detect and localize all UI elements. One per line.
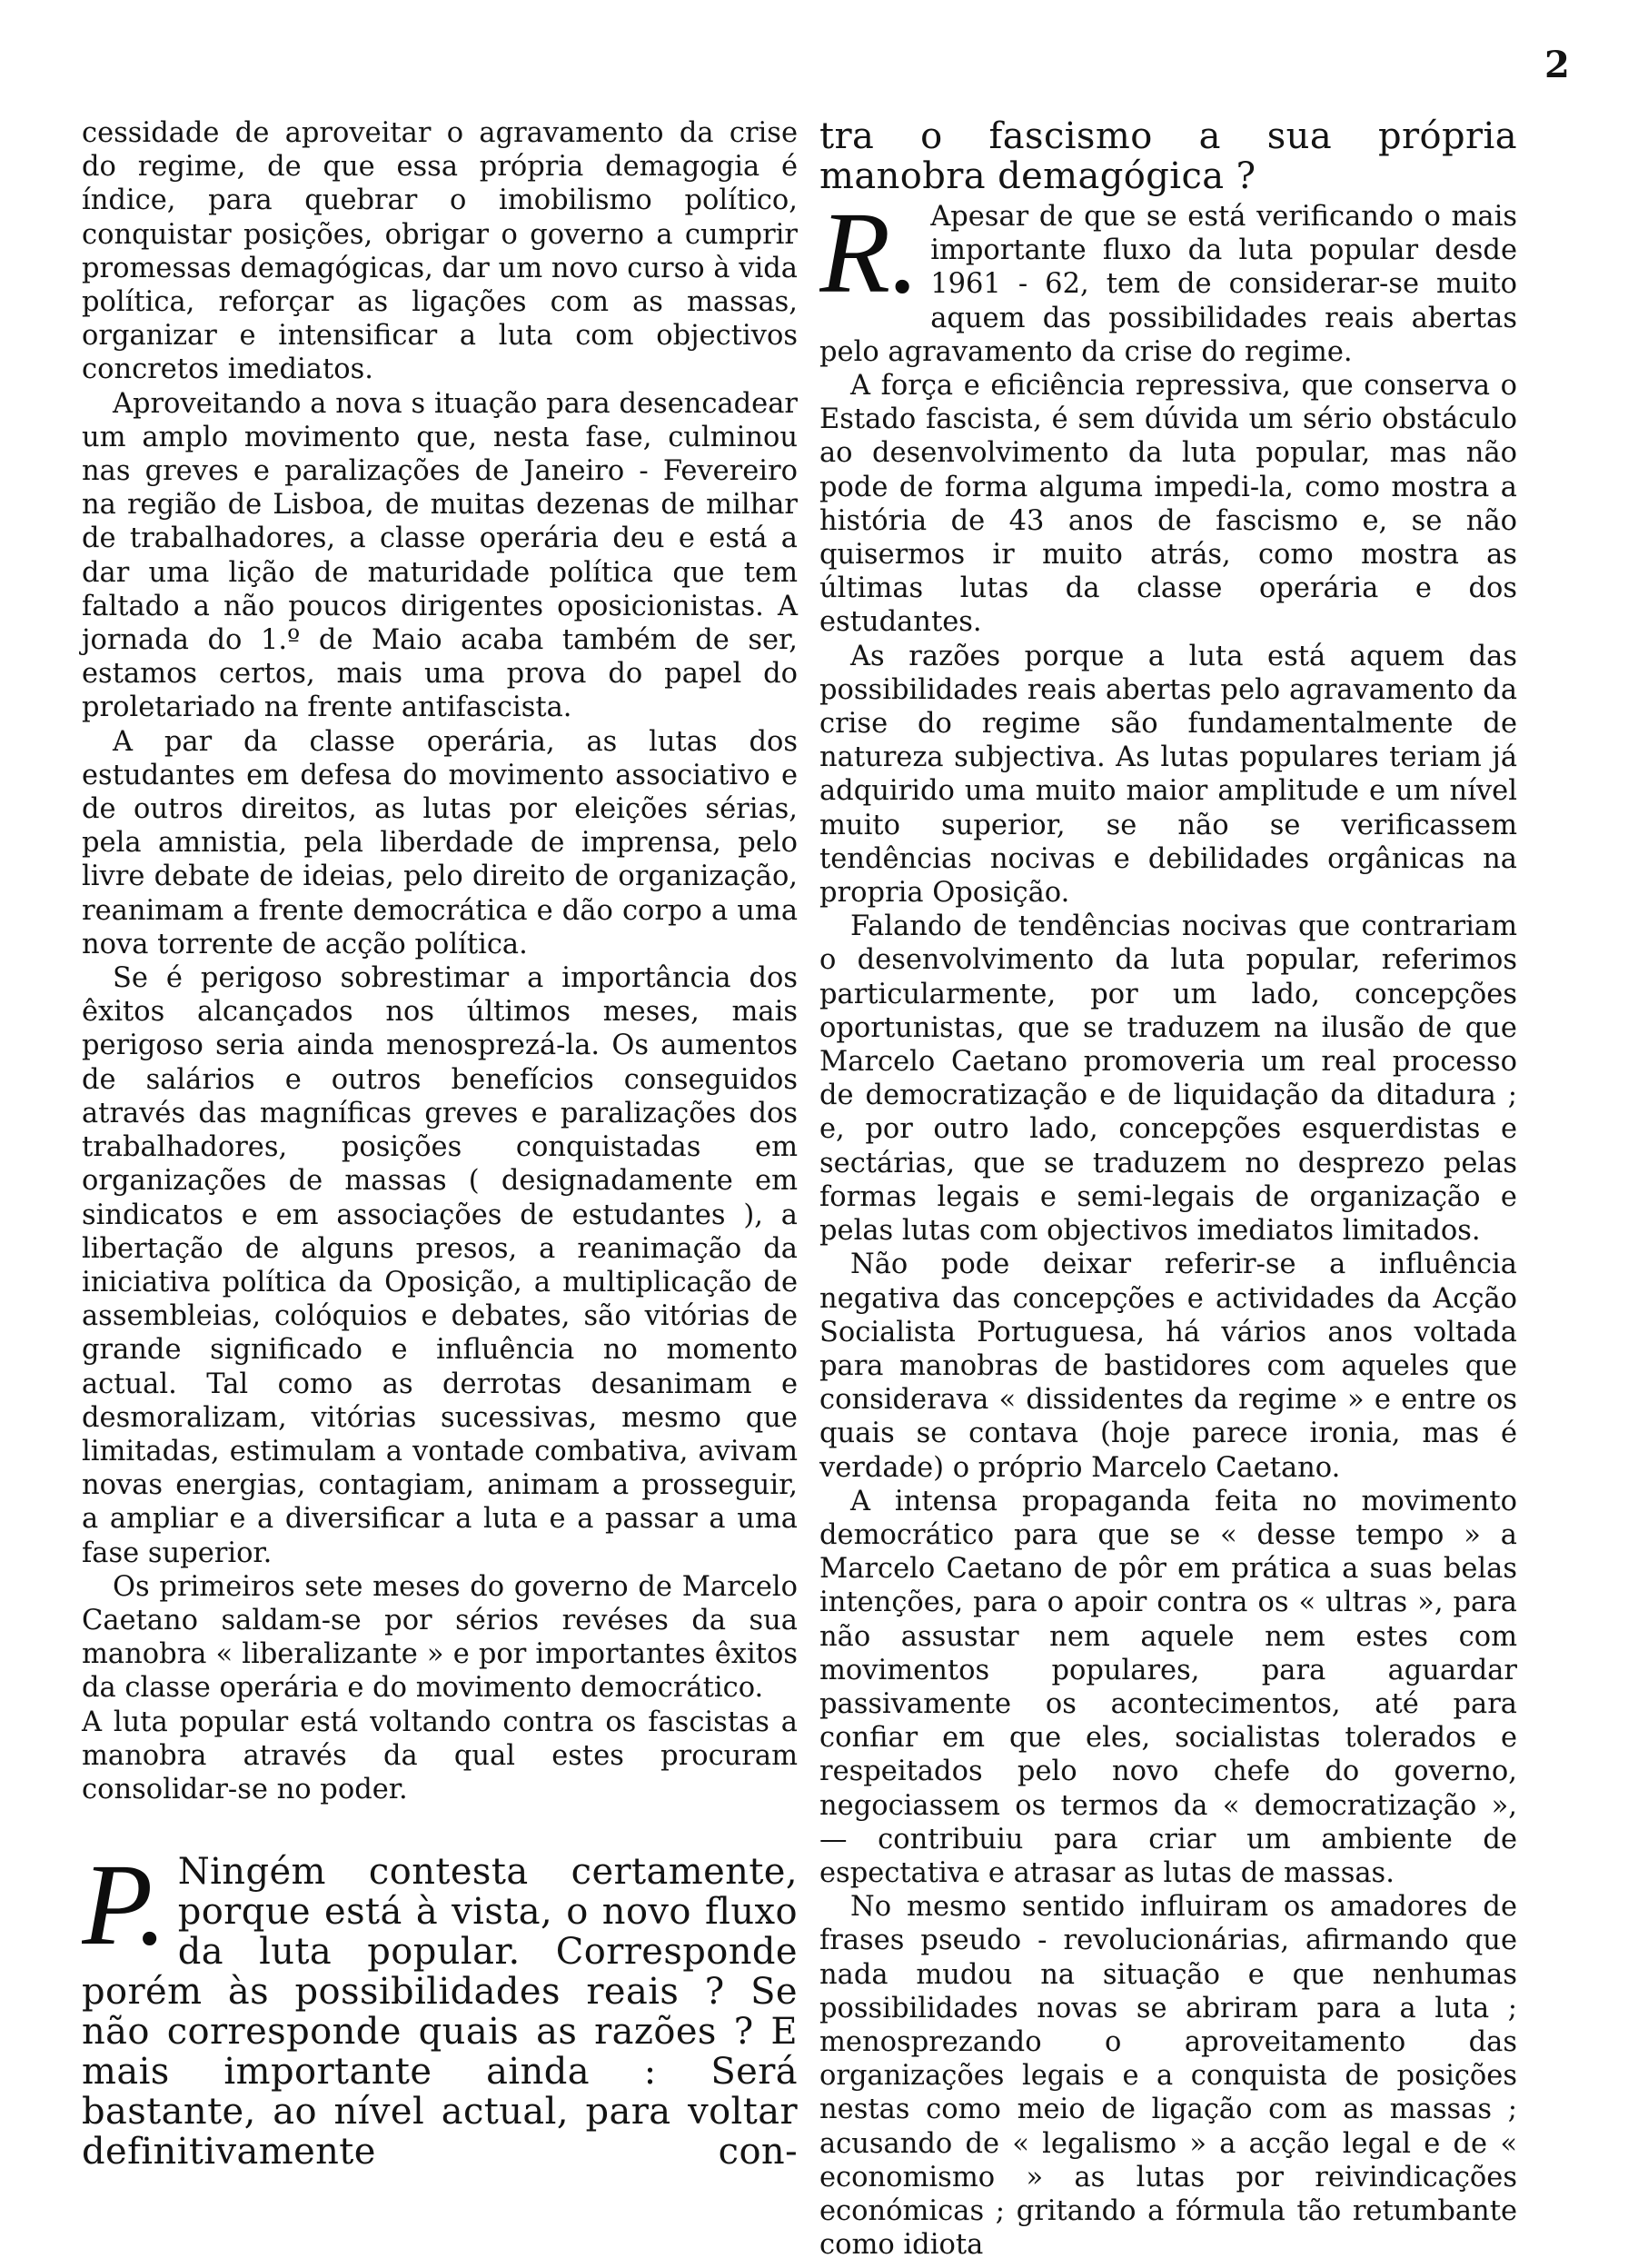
answer-paragraph: Apesar de que se está verificando o mais importante fluxo da luta popular desde 1961 - 62, tem de considerar-se muito aquem das possibilidades reais abertas pelo agravamento da crise do regime.: [819, 201, 1517, 368]
question-text: Ningém contesta certamente, porque está à vista, o novo fluxo da luta popular. Corresponde porém às possibilidades reais ? Se não corresponde quais as razões ? E mais importante ainda : Será bastante, ao nível actual, para voltar definitivamente con-: [82, 1852, 798, 2173]
answer-paragraph: Não pode deixar referir-se a influência negativa das concepções e actividades da Acção Socialista Portuguesa, há vários anos voltada para manobras de bastidores com aqueles que considerava « dissidentes da regime » e entre os quais se contava (hoje parece ironia, mas é verdade) o próprio Marcelo Caetano.: [819, 1248, 1517, 1484]
answer-paragraph: A intensa propaganda feita no movimento democrático para que se « desse tempo » a Marcelo Caetano de pôr em prática a suas belas intenções, para o apoir contra os « ultras », para não assustar nem aquele nem estes com movimentos populares, para aguardar passivamente os acontecimentos, até para confiar em que eles, socialistas tolerados e respeitados pelo novo chefe do governo, negociassem os termos da « democratização », — contribuiu para criar um ambiente de espectativa e atrasar as lutas de massas.: [819, 1485, 1517, 1889]
paragraph: A luta popular está voltando contra os fascistas a manobra através da qual estes procuram consolidar-se no poder.: [82, 1706, 798, 1805]
left-column: [82, 116, 798, 2172]
answer-paragraph: Falando de tendências nocivas que contrariam o desenvolvimento da luta popular, referimos particularmente, por um lado, concepções oportunistas, que se traduzem na ilusão de que Marcelo Caetano promoveria um real processo de democratização e de liquidação da ditadura ; e, por outro lado, concepções esquerdistas e sectárias, que se traduzem no desprezo pelas formas legais e semi-legais de organização e pelas lutas com objectivos imediatos limitados.: [819, 910, 1517, 1248]
answer-dropcap: R.: [819, 200, 920, 317]
answer-paragraph: A força e eficiência repressiva, que conserva o Estado fascista, é sem dúvida um sério obstáculo ao desenvolvimento da luta popular, mas não pode de forma alguma impedi-la, como mostra a história de 43 anos de fascismo e, se não quisermos ir muito atrás, como mostra as últimas lutas da classe operária e dos estudantes.: [819, 370, 1517, 639]
page-number: 2: [1544, 44, 1570, 86]
paragraph: Se é perigoso sobrestimar a importância dos êxitos alcançados nos últimos meses, mais perigoso seria ainda menosprezá-la. Os aumentos de salários e outros benefícios conseguidos através das magníficas greves e paralizações dos trabalhadores, posições conquistadas em organizações de massas ( designadamente em sindicatos e em associações de estudantes ), a libertação de alguns presos, a reanimação da iniciativa política da Oposição, a multiplicação de assembleias, colóquios e debates, são vitórias de grande significado e influência no momento actual. Tal como as derrotas desanimam e desmoralizam, vitórias sucessivas, mesmo que limitadas, estimulam a vontade combativa, avivam novas energias, contagiam, animam a prosseguir, a ampliar e a diversificar a luta e a passar a uma fase superior.: [82, 962, 798, 1569]
paragraph: A par da classe operária, as lutas dos estudantes em defesa do movimento associativo e de outros direitos, as lutas por eleições sérias, pela amnistia, pela liberdade de imprensa, pelo livre debate de ideias, pelo direito de organização, reanimam a frente democrática e dão corpo a uma nova torrente de acção política.: [82, 725, 798, 960]
paragraph: Aproveitando a nova s ituação para desencadear um amplo movimento que, nesta fase, culminou nas greves e paralizações de Janeiro - Fevereiro na região de Lisboa, de muitas dezenas de milhar de trabalhadores, a classe operária deu e está a dar uma lição de maturidade política que tem faltado a não poucos dirigentes oposicionistas. A jornada do 1.º de Maio acaba também de ser, estamos certos, mais uma prova do papel do proletariado na frente antifascista.: [82, 387, 798, 724]
question-continuation: tra o fascismo a sua própria manobra demagógica ?: [819, 115, 1517, 197]
question-dropcap: P.: [82, 1852, 167, 1970]
paragraph: Os primeiros sete meses do governo de Marcelo Caetano saldam-se por sérios revéses da sua manobra « liberalizante » e por importantes êxitos da classe operária e do movimento democrático.: [82, 1570, 798, 1705]
right-column: [819, 116, 1517, 2262]
answer-block: [819, 200, 1517, 369]
paragraph: cessidade de aproveitar o agravamento da crise do regime, de que essa própria demagogia é índice, para quebrar o imobilismo político, conquistar posições, obrigar o governo a cumprir promessas demagógicas, dar um novo curso à vida política, reforçar as ligações com as massas, organizar e intensificar a luta com objectivos concretos imediatos.: [82, 117, 798, 386]
answer-paragraph: No mesmo sentido influiram os amadores de frases pseudo - revolucionárias, afirmando que nada mudou na situação e que nenhumas possibilidades novas se abriram para a luta ; menosprezando o aproveitamento das organizações legais e a conquista de posições nestas como meio de ligação com as massas ; acusando de « legalismo » a acção legal e de « economismo » as lutas por reivindicações económicas ; gritando a fórmula tão retumbante como idiota: [819, 1891, 1517, 2262]
answer-paragraph: As razões porque a luta está aquem das possibilidades reais abertas pelo agravamento da crise do regime são fundamentalmente de natureza subjectiva. As lutas populares teriam já adquirido uma muito maior amplitude e um nível muito superior, se não se verificassem tendências nocivas e debilidades orgânicas na propria Oposição.: [819, 640, 1517, 910]
question-block: [82, 1852, 798, 2172]
